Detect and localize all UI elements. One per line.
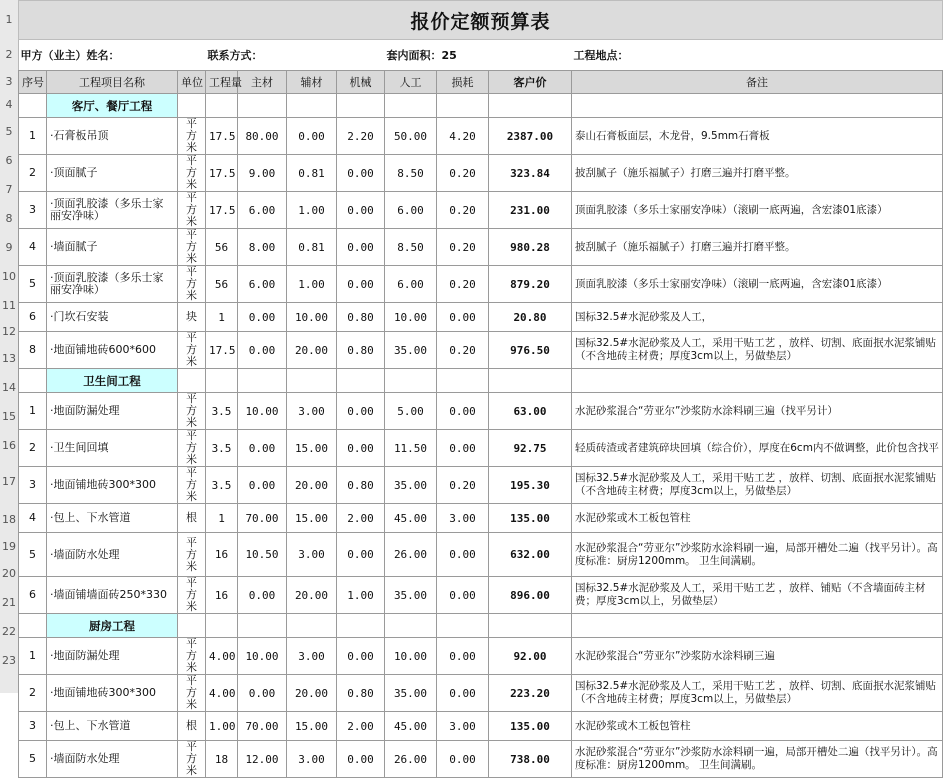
cell-main[interactable]: 9.00 [238, 155, 287, 192]
cell-loss[interactable]: 0.00 [437, 303, 489, 332]
cell-note[interactable]: 国标32.5#水泥砂浆及人工，采用干贴工艺 ，放样、切割、底面抿水泥浆铺贴（不含地砖主材费；厚度3cm以上，另做垫层） [572, 332, 943, 369]
cell-loss[interactable]: 0.00 [437, 638, 489, 675]
cell-mech[interactable]: 0.00 [337, 393, 385, 430]
cell-loss[interactable]: 3.00 [437, 504, 489, 533]
cell-price[interactable]: 976.50 [489, 332, 572, 369]
cell-labor[interactable]: 8.50 [385, 229, 437, 266]
cell-mech[interactable]: 0.00 [337, 266, 385, 303]
cell-seq[interactable]: 2 [19, 675, 47, 712]
cell-qty[interactable]: 3.5 [206, 467, 238, 504]
cell-note[interactable]: 水泥砂浆混合“劳亚尔”沙浆防水涂料刷三遍（找平另计） [572, 393, 943, 430]
cell-main[interactable]: 10.00 [238, 393, 287, 430]
cell-unit[interactable]: 根 [178, 504, 206, 533]
cell-qty[interactable]: 17.5 [206, 192, 238, 229]
section-blank-cell[interactable] [206, 94, 238, 118]
cell-name[interactable]: ·卫生间回填 [47, 430, 178, 467]
cell-main[interactable]: 10.50 [238, 533, 287, 577]
cell-note[interactable]: 国标32.5#水泥砂浆及人工，采用干贴工艺 ，放样、切割、底面抿水泥浆铺贴（不含地砖主材费；厚度3cm以上，另做垫层） [572, 675, 943, 712]
cell-main[interactable]: 0.00 [238, 303, 287, 332]
cell-mech[interactable]: 1.00 [337, 577, 385, 614]
cell-name[interactable]: ·墙面腻子 [47, 229, 178, 266]
cell-main[interactable]: 6.00 [238, 192, 287, 229]
cell-unit[interactable]: 平方米 [178, 741, 206, 778]
cell-price[interactable]: 231.00 [489, 192, 572, 229]
cell-note[interactable]: 国标32.5#水泥砂浆及人工，采用干贴工艺 ，放样、切割、底面抿水泥浆铺贴（不含地砖主材费；厚度3cm以上，另做垫层） [572, 467, 943, 504]
cell-aux[interactable]: 3.00 [287, 533, 337, 577]
cell-qty[interactable]: 17.5 [206, 118, 238, 155]
section-blank-cell[interactable] [19, 369, 47, 393]
row-number[interactable]: 19 [2, 540, 16, 553]
cell-name[interactable]: ·包上、下水管道 [47, 712, 178, 741]
section-blank-cell[interactable] [287, 614, 337, 638]
cell-mech[interactable]: 2.20 [337, 118, 385, 155]
row-number[interactable]: 14 [2, 381, 16, 394]
row-number[interactable]: 12 [2, 325, 16, 338]
cell-qty[interactable]: 56 [206, 229, 238, 266]
cell-mech[interactable]: 0.00 [337, 229, 385, 266]
cell-note[interactable]: 水泥砂浆或木工板包管柱 [572, 504, 943, 533]
cell-main[interactable]: 12.00 [238, 741, 287, 778]
header-note[interactable]: 备注 [572, 71, 943, 94]
section-blank-cell[interactable] [572, 94, 943, 118]
section-blank-cell[interactable] [238, 614, 287, 638]
section-blank-cell[interactable] [385, 94, 437, 118]
table-row [19, 533, 943, 577]
row-number[interactable]: 4 [5, 98, 13, 111]
cell-name[interactable]: ·包上、下水管道 [47, 504, 178, 533]
row-number[interactable]: 3 [5, 75, 13, 88]
cell-mech[interactable]: 0.80 [337, 675, 385, 712]
cell-labor[interactable]: 26.00 [385, 533, 437, 577]
row-number[interactable]: 8 [5, 212, 13, 225]
header-main[interactable]: 主材 [238, 71, 287, 94]
row-number[interactable]: 9 [5, 241, 13, 254]
cell-main[interactable]: 0.00 [238, 675, 287, 712]
table-row [19, 577, 943, 614]
cell-loss[interactable]: 0.20 [437, 467, 489, 504]
cell-labor[interactable]: 35.00 [385, 675, 437, 712]
row-number[interactable]: 17 [2, 475, 16, 488]
cell-loss[interactable]: 0.00 [437, 577, 489, 614]
row-number[interactable]: 23 [2, 654, 16, 667]
section-blank-cell[interactable] [178, 614, 206, 638]
cell-note[interactable]: 顶面乳胶漆（多乐士家丽安净味）（滚刷一底两遍，含宏漆01底漆） [572, 266, 943, 303]
budget-table [18, 0, 943, 778]
cell-loss[interactable]: 4.20 [437, 118, 489, 155]
cell-seq[interactable]: 4 [19, 504, 47, 533]
area-label[interactable]: 套内面积：25 [385, 40, 572, 71]
cell-labor[interactable]: 26.00 [385, 741, 437, 778]
cell-loss[interactable]: 0.00 [437, 741, 489, 778]
cell-aux[interactable]: 0.81 [287, 155, 337, 192]
cell-unit[interactable]: 平方米 [178, 155, 206, 192]
table-row [19, 467, 943, 504]
table-row [19, 155, 943, 192]
cell-price[interactable]: 632.00 [489, 533, 572, 577]
cell-loss[interactable]: 0.00 [437, 533, 489, 577]
section-blank-cell[interactable] [437, 94, 489, 118]
cell-name[interactable]: ·顶面乳胶漆（多乐士家丽安净味） [47, 192, 178, 229]
cell-price[interactable]: 195.30 [489, 467, 572, 504]
cell-seq[interactable]: 5 [19, 266, 47, 303]
row-number[interactable]: 11 [2, 299, 16, 312]
cell-main[interactable]: 80.00 [238, 118, 287, 155]
cell-labor[interactable]: 6.00 [385, 192, 437, 229]
cell-seq[interactable]: 3 [19, 192, 47, 229]
cell-loss[interactable]: 0.20 [437, 266, 489, 303]
cell-seq[interactable]: 2 [19, 430, 47, 467]
header-labor[interactable]: 人工 [385, 71, 437, 94]
section-blank-cell[interactable] [572, 614, 943, 638]
table-row [19, 332, 943, 369]
cell-unit[interactable]: 平方米 [178, 332, 206, 369]
cell-unit[interactable]: 平方米 [178, 577, 206, 614]
cell-seq[interactable]: 3 [19, 712, 47, 741]
section-row [19, 94, 943, 118]
cell-note[interactable]: 国标32.5#水泥砂浆及人工， [572, 303, 943, 332]
cell-price[interactable]: 738.00 [489, 741, 572, 778]
cell-price[interactable]: 323.84 [489, 155, 572, 192]
section-blank-cell[interactable] [238, 94, 287, 118]
cell-main[interactable]: 8.00 [238, 229, 287, 266]
cell-aux[interactable]: 20.00 [287, 675, 337, 712]
cell-labor[interactable]: 45.00 [385, 712, 437, 741]
cell-qty[interactable]: 17.5 [206, 332, 238, 369]
cell-aux[interactable]: 20.00 [287, 467, 337, 504]
cell-qty[interactable]: 4.00 [206, 675, 238, 712]
cell-mech[interactable]: 2.00 [337, 504, 385, 533]
section-blank-cell[interactable] [206, 369, 238, 393]
cell-aux[interactable]: 15.00 [287, 712, 337, 741]
cell-unit[interactable]: 平方米 [178, 430, 206, 467]
header-unit[interactable]: 单位 [178, 71, 206, 94]
cell-mech[interactable]: 0.00 [337, 638, 385, 675]
cell-mech[interactable]: 0.00 [337, 155, 385, 192]
location-label[interactable]: 工程地点： [572, 40, 943, 71]
cell-loss[interactable]: 0.00 [437, 393, 489, 430]
header-price[interactable]: 客户价 [489, 71, 572, 94]
section-title[interactable]: 厨房工程 [47, 614, 178, 638]
cell-mech[interactable]: 0.80 [337, 303, 385, 332]
cell-seq[interactable]: 5 [19, 533, 47, 577]
cell-qty[interactable]: 17.5 [206, 155, 238, 192]
header-row [19, 71, 943, 94]
cell-note[interactable]: 水泥砂浆或木工板包管柱 [572, 712, 943, 741]
cell-price[interactable]: 92.00 [489, 638, 572, 675]
section-blank-cell[interactable] [337, 369, 385, 393]
cell-name[interactable]: ·门坎石安装 [47, 303, 178, 332]
cell-seq[interactable]: 6 [19, 577, 47, 614]
cell-qty[interactable]: 3.5 [206, 430, 238, 467]
section-blank-cell[interactable] [489, 369, 572, 393]
table-row [19, 393, 943, 430]
contact-label[interactable]: 联系方式： [206, 40, 385, 71]
section-blank-cell[interactable] [287, 369, 337, 393]
cell-labor[interactable]: 5.00 [385, 393, 437, 430]
cell-unit[interactable]: 平方米 [178, 638, 206, 675]
cell-aux[interactable]: 20.00 [287, 577, 337, 614]
table-row [19, 192, 943, 229]
section-title[interactable]: 卫生间工程 [47, 369, 178, 393]
cell-name[interactable]: ·石膏板吊顶 [47, 118, 178, 155]
cell-mech[interactable]: 0.00 [337, 430, 385, 467]
section-row [19, 369, 943, 393]
cell-name[interactable]: ·顶面乳胶漆（多乐士家丽安净味） [47, 266, 178, 303]
table-row [19, 741, 943, 778]
section-blank-cell[interactable] [489, 614, 572, 638]
cell-labor[interactable]: 8.50 [385, 155, 437, 192]
cell-seq[interactable]: 2 [19, 155, 47, 192]
table-row [19, 712, 943, 741]
section-blank-cell[interactable] [437, 614, 489, 638]
cell-seq[interactable]: 6 [19, 303, 47, 332]
cell-aux[interactable]: 10.00 [287, 303, 337, 332]
header-mech[interactable]: 机械 [337, 71, 385, 94]
row-number[interactable]: 7 [5, 183, 13, 196]
cell-loss[interactable]: 0.20 [437, 332, 489, 369]
cell-main[interactable]: 70.00 [238, 712, 287, 741]
cell-loss[interactable]: 0.00 [437, 675, 489, 712]
cell-aux[interactable]: 0.81 [287, 229, 337, 266]
cell-note[interactable]: 泰山石膏板面层，木龙骨，9.5mm石膏板 [572, 118, 943, 155]
section-blank-cell[interactable] [238, 369, 287, 393]
cell-main[interactable]: 0.00 [238, 430, 287, 467]
cell-main[interactable]: 6.00 [238, 266, 287, 303]
row-number[interactable]: 15 [2, 410, 16, 423]
cell-price[interactable]: 896.00 [489, 577, 572, 614]
cell-qty[interactable]: 1 [206, 303, 238, 332]
cell-aux[interactable]: 1.00 [287, 266, 337, 303]
cell-seq[interactable]: 1 [19, 118, 47, 155]
cell-name[interactable]: ·墙面防水处理 [47, 741, 178, 778]
cell-name[interactable]: ·顶面腻子 [47, 155, 178, 192]
cell-unit[interactable]: 块 [178, 303, 206, 332]
row-number[interactable]: 10 [2, 270, 16, 283]
cell-price[interactable]: 879.20 [489, 266, 572, 303]
cell-labor[interactable]: 45.00 [385, 504, 437, 533]
section-blank-cell[interactable] [337, 614, 385, 638]
cell-qty[interactable]: 1.00 [206, 712, 238, 741]
cell-mech[interactable]: 0.00 [337, 741, 385, 778]
row-number[interactable]: 2 [5, 48, 13, 61]
table-row [19, 229, 943, 266]
header-loss[interactable]: 损耗 [437, 71, 489, 94]
table-row [19, 118, 943, 155]
cell-aux[interactable]: 15.00 [287, 504, 337, 533]
section-blank-cell[interactable] [19, 94, 47, 118]
cell-unit[interactable]: 平方米 [178, 675, 206, 712]
cell-qty[interactable]: 56 [206, 266, 238, 303]
cell-main[interactable]: 0.00 [238, 467, 287, 504]
section-blank-cell[interactable] [206, 614, 238, 638]
cell-seq[interactable]: 1 [19, 638, 47, 675]
cell-seq[interactable]: 3 [19, 467, 47, 504]
header-qty[interactable]: 工程量 [206, 71, 238, 94]
cell-labor[interactable]: 10.00 [385, 638, 437, 675]
cell-name[interactable]: ·地面铺地砖300*300 [47, 467, 178, 504]
cell-labor[interactable]: 35.00 [385, 577, 437, 614]
section-blank-cell[interactable] [178, 369, 206, 393]
table-row [19, 303, 943, 332]
cell-loss[interactable]: 0.20 [437, 192, 489, 229]
section-title[interactable]: 客厅、餐厅工程 [47, 94, 178, 118]
table-row [19, 638, 943, 675]
cell-labor[interactable]: 35.00 [385, 467, 437, 504]
header-seq[interactable]: 序号 [19, 71, 47, 94]
cell-unit[interactable]: 平方米 [178, 533, 206, 577]
section-blank-cell[interactable] [572, 369, 943, 393]
cell-labor[interactable]: 50.00 [385, 118, 437, 155]
cell-loss[interactable]: 0.20 [437, 229, 489, 266]
cell-main[interactable]: 70.00 [238, 504, 287, 533]
title-row [19, 1, 943, 40]
info-row [19, 40, 943, 71]
section-blank-cell[interactable] [287, 94, 337, 118]
section-blank-cell[interactable] [437, 369, 489, 393]
cell-unit[interactable]: 平方米 [178, 266, 206, 303]
section-row [19, 614, 943, 638]
cell-seq[interactable]: 1 [19, 393, 47, 430]
cell-main[interactable]: 0.00 [238, 332, 287, 369]
cell-price[interactable]: 135.00 [489, 504, 572, 533]
row-number[interactable]: 20 [2, 567, 16, 580]
row-number[interactable]: 5 [5, 125, 13, 138]
cell-name[interactable]: ·地面防漏处理 [47, 393, 178, 430]
cell-aux[interactable]: 3.00 [287, 638, 337, 675]
section-blank-cell[interactable] [19, 614, 47, 638]
row-number[interactable]: 21 [2, 596, 16, 609]
table-row [19, 266, 943, 303]
cell-aux[interactable]: 15.00 [287, 430, 337, 467]
cell-labor[interactable]: 10.00 [385, 303, 437, 332]
cell-seq[interactable]: 4 [19, 229, 47, 266]
row-number[interactable]: 18 [2, 513, 16, 526]
cell-mech[interactable]: 0.00 [337, 192, 385, 229]
row-number[interactable]: 22 [2, 625, 16, 638]
cell-seq[interactable]: 8 [19, 332, 47, 369]
cell-note[interactable]: 披刮腻子（施乐福腻子）打磨三遍并打磨平整。 [572, 155, 943, 192]
cell-price[interactable]: 223.20 [489, 675, 572, 712]
cell-unit[interactable]: 平方米 [178, 118, 206, 155]
table-row [19, 504, 943, 533]
table-row [19, 430, 943, 467]
cell-mech[interactable]: 2.00 [337, 712, 385, 741]
cell-unit[interactable]: 平方米 [178, 393, 206, 430]
cell-note[interactable]: 水泥砂浆混合“劳亚尔”沙浆防水涂料刷一遍，局部开槽处二遍（找平另计）。高度标准：厨房1200mm。 卫生间满刷。 [572, 741, 943, 778]
row-number-gutter [0, 0, 19, 693]
row-number[interactable]: 16 [2, 439, 16, 452]
sheet-title[interactable]: 报价定额预算表 [19, 1, 943, 40]
cell-aux[interactable]: 20.00 [287, 332, 337, 369]
cell-aux[interactable]: 0.00 [287, 118, 337, 155]
row-number[interactable]: 13 [2, 352, 16, 365]
cell-mech[interactable]: 0.80 [337, 332, 385, 369]
cell-price[interactable]: 63.00 [489, 393, 572, 430]
cell-loss[interactable]: 0.00 [437, 430, 489, 467]
cell-aux[interactable]: 1.00 [287, 192, 337, 229]
section-blank-cell[interactable] [489, 94, 572, 118]
cell-price[interactable]: 20.80 [489, 303, 572, 332]
row-number[interactable]: 1 [5, 13, 13, 26]
cell-price[interactable]: 2387.00 [489, 118, 572, 155]
cell-note[interactable]: 顶面乳胶漆（多乐士家丽安净味）（滚刷一底两遍，含宏漆01底漆） [572, 192, 943, 229]
cell-aux[interactable]: 3.00 [287, 393, 337, 430]
header-aux[interactable]: 辅材 [287, 71, 337, 94]
cell-loss[interactable]: 0.20 [437, 155, 489, 192]
cell-unit[interactable]: 平方米 [178, 467, 206, 504]
cell-unit[interactable]: 根 [178, 712, 206, 741]
row-number[interactable]: 6 [5, 154, 13, 167]
cell-qty[interactable]: 1 [206, 504, 238, 533]
cell-loss[interactable]: 3.00 [437, 712, 489, 741]
cell-name[interactable]: ·墙面防水处理 [47, 533, 178, 577]
table-row [19, 675, 943, 712]
section-blank-cell[interactable] [385, 369, 437, 393]
cell-main[interactable]: 10.00 [238, 638, 287, 675]
cell-price[interactable]: 980.28 [489, 229, 572, 266]
cell-name[interactable]: ·地面铺地砖600*600 [47, 332, 178, 369]
cell-price[interactable]: 92.75 [489, 430, 572, 467]
cell-qty[interactable]: 16 [206, 577, 238, 614]
cell-main[interactable]: 0.00 [238, 577, 287, 614]
header-name[interactable]: 工程项目名称 [47, 71, 178, 94]
cell-qty[interactable]: 16 [206, 533, 238, 577]
section-blank-cell[interactable] [178, 94, 206, 118]
cell-labor[interactable]: 6.00 [385, 266, 437, 303]
cell-aux[interactable]: 3.00 [287, 741, 337, 778]
cell-qty[interactable]: 3.5 [206, 393, 238, 430]
cell-mech[interactable]: 0.00 [337, 533, 385, 577]
section-blank-cell[interactable] [337, 94, 385, 118]
cell-name[interactable]: ·地面防漏处理 [47, 638, 178, 675]
cell-note[interactable]: 水泥砂浆混合“劳亚尔”沙浆防水涂料刷三遍 [572, 638, 943, 675]
cell-labor[interactable]: 11.50 [385, 430, 437, 467]
owner-label[interactable]: 甲方（业主）姓名： [19, 40, 206, 71]
cell-name[interactable]: ·地面铺地砖300*300 [47, 675, 178, 712]
cell-qty[interactable]: 18 [206, 741, 238, 778]
cell-mech[interactable]: 0.80 [337, 467, 385, 504]
cell-unit[interactable]: 平方米 [178, 229, 206, 266]
section-blank-cell[interactable] [385, 614, 437, 638]
cell-note[interactable]: 水泥砂浆混合“劳亚尔”沙浆防水涂料刷一遍，局部开槽处二遍（找平另计）。高度标准：厨房1200mm。 卫生间满刷。 [572, 533, 943, 577]
cell-qty[interactable]: 4.00 [206, 638, 238, 675]
cell-note[interactable]: 披刮腻子（施乐福腻子）打磨三遍并打磨平整。 [572, 229, 943, 266]
cell-name[interactable]: ·墙面铺墙面砖250*330 [47, 577, 178, 614]
cell-price[interactable]: 135.00 [489, 712, 572, 741]
cell-seq[interactable]: 5 [19, 741, 47, 778]
cell-note[interactable]: 轻质砖渣或者建筑碎块回填（综合价），厚度在6cm内不做调整，此价包含找平 [572, 430, 943, 467]
cell-note[interactable]: 国标32.5#水泥砂浆及人工，采用干贴工艺 ，放样、铺贴（不含墙面砖主材费；厚度3cm以上，另做垫层） [572, 577, 943, 614]
cell-labor[interactable]: 35.00 [385, 332, 437, 369]
cell-unit[interactable]: 平方米 [178, 192, 206, 229]
